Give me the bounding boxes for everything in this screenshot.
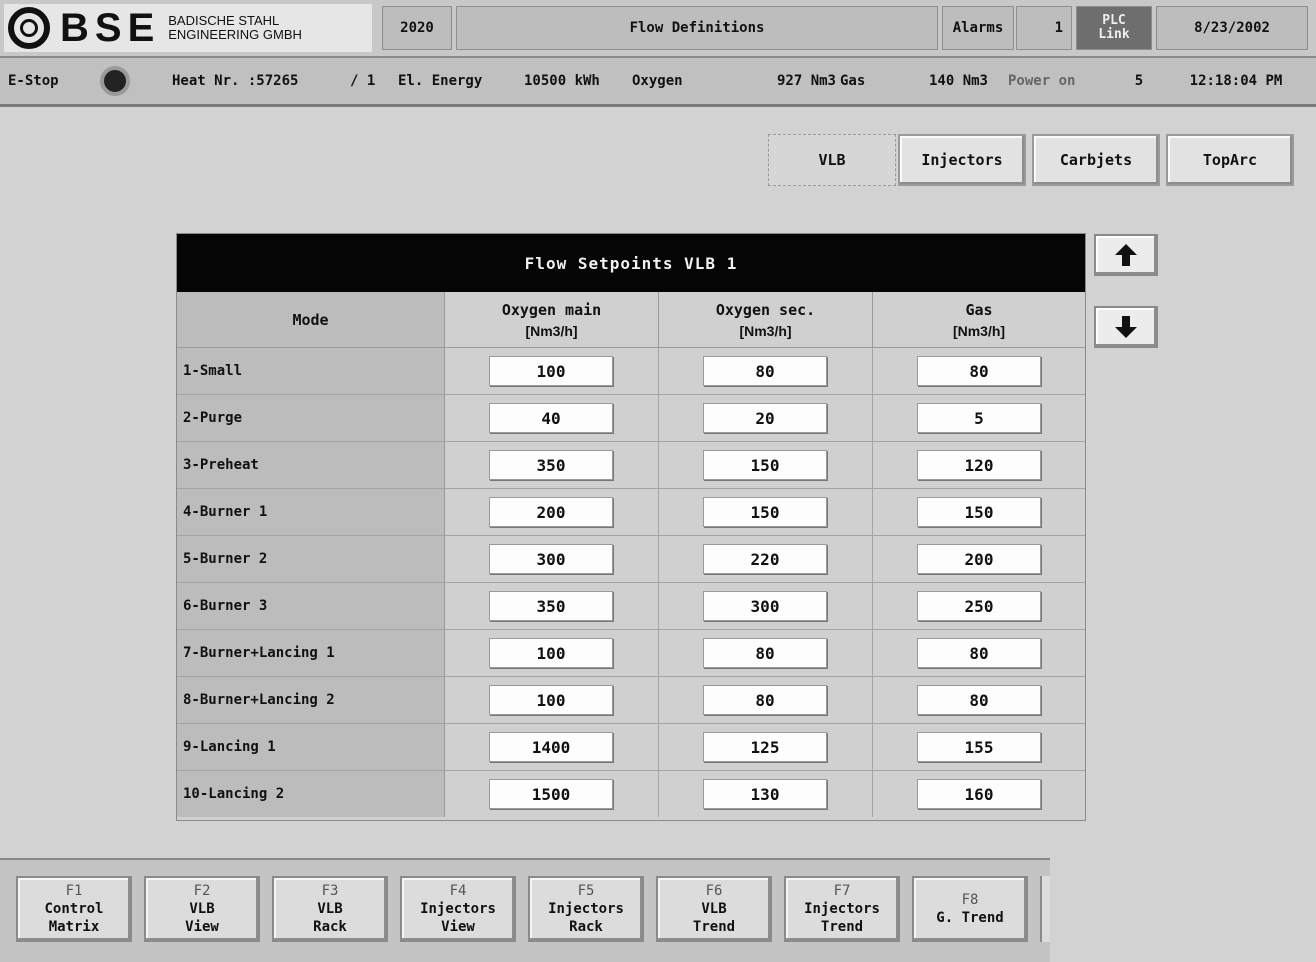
company-line1: BADISCHE STAHL	[168, 13, 280, 28]
fkey-line1: VLB	[317, 901, 343, 917]
oxygen-sec-input[interactable]: 80	[703, 356, 827, 386]
gas-label: Gas	[840, 73, 866, 89]
fkey-line1: Injectors	[548, 901, 624, 917]
table-row	[177, 630, 1085, 677]
mode-cell: 10-Lancing 2	[177, 771, 445, 817]
f9-partial-button[interactable]	[1040, 876, 1050, 942]
table-row	[177, 395, 1085, 442]
oxygen-sec-cell	[659, 442, 873, 488]
table-row	[177, 771, 1085, 818]
oxygen-sec-cell	[659, 677, 873, 723]
fkey-label: F7	[833, 883, 851, 899]
estop-label: E-Stop	[8, 73, 59, 89]
oxygen-main-input[interactable]: 100	[489, 356, 613, 386]
mode-cell: 7-Burner+Lancing 1	[177, 630, 445, 676]
fkey-line2: Rack	[313, 919, 347, 935]
oxygen-main-cell	[445, 677, 659, 723]
fkey-line1: Injectors	[420, 901, 496, 917]
oxygen-sec-input[interactable]: 80	[703, 638, 827, 668]
fkey-line2: Matrix	[48, 919, 100, 935]
oxygen-main-input[interactable]: 100	[489, 638, 613, 668]
mode-cell: 1-Small	[177, 348, 445, 394]
gas-input[interactable]: 160	[917, 779, 1041, 809]
gas-input[interactable]: 250	[917, 591, 1041, 621]
oxygen-main-input[interactable]: 350	[489, 450, 613, 480]
fkey-line1: G. Trend	[936, 910, 1004, 926]
table-row	[177, 348, 1085, 395]
function-key-bar	[0, 858, 1050, 962]
gas-cell	[873, 771, 1087, 817]
fkey-line2: Rack	[569, 919, 603, 935]
oxygen-sec-cell	[659, 536, 873, 582]
logo-ring-icon	[8, 7, 50, 49]
oxygen-sec-cell	[659, 583, 873, 629]
oxygen-sec-input[interactable]: 125	[703, 732, 827, 762]
oxygen-main-cell	[445, 348, 659, 394]
power-on-value: 5	[1134, 73, 1144, 89]
oxygen-main-cell	[445, 395, 659, 441]
oxygen-main-cell	[445, 536, 659, 582]
gas-cell	[873, 536, 1087, 582]
fkey-line1: Injectors	[804, 901, 880, 917]
oxygen-main-input[interactable]: 200	[489, 497, 613, 527]
el-energy-value: 10500 kWh	[524, 73, 600, 89]
gas-cell	[873, 348, 1087, 394]
f3-vlb-rack-button[interactable]	[272, 876, 388, 942]
fkey-label: F4	[449, 883, 467, 899]
fkey-line2: Trend	[692, 919, 736, 935]
oxygen-sec-input[interactable]: 150	[703, 450, 827, 480]
oxygen-main-input[interactable]: 1500	[489, 779, 613, 809]
oxygen-main-input[interactable]: 300	[489, 544, 613, 574]
f7-injectors-trend-button[interactable]	[784, 876, 900, 942]
oxygen-main-cell	[445, 489, 659, 535]
heat-separator: / 1	[350, 73, 376, 89]
plc-link-status	[1076, 6, 1152, 50]
oxygen-sec-input[interactable]: 220	[703, 544, 827, 574]
f1-control-matrix-button[interactable]	[16, 876, 132, 942]
mode-cell: 8-Burner+Lancing 2	[177, 677, 445, 723]
gas-input[interactable]: 80	[917, 638, 1041, 668]
status-bar	[0, 58, 1316, 107]
tab-carbjets[interactable]: Carbjets	[1032, 134, 1160, 186]
time-display: 12:18:04 PM	[1189, 73, 1283, 89]
gas-input[interactable]: 120	[917, 450, 1041, 480]
oxygen-sec-input[interactable]: 130	[703, 779, 827, 809]
gas-input[interactable]: 80	[917, 356, 1041, 386]
logo-letters: BSE	[60, 5, 161, 50]
alarms-label[interactable]: Alarms	[942, 6, 1014, 50]
header-oxygen-sec-label: Oxygen sec.	[715, 300, 816, 319]
oxygen-sec-input[interactable]: 150	[703, 497, 827, 527]
fkey-line1: VLB	[189, 901, 215, 917]
fkey-line2: Trend	[820, 919, 864, 935]
fkey-label: F3	[321, 883, 339, 899]
gas-input[interactable]: 155	[917, 732, 1041, 762]
header-mode-label: Mode	[292, 310, 329, 329]
oxygen-sec-cell	[659, 724, 873, 770]
bse-logo	[4, 4, 372, 52]
oxygen-label: Oxygen	[632, 73, 683, 89]
flow-setpoints-panel	[176, 233, 1086, 821]
panel-title: Flow Setpoints VLB 1	[177, 234, 1085, 292]
gas-cell	[873, 583, 1087, 629]
oxygen-main-input[interactable]: 350	[489, 591, 613, 621]
scroll-down-button[interactable]	[1094, 306, 1158, 348]
screen-code: 2020	[382, 6, 452, 50]
fkey-label: F6	[705, 883, 723, 899]
fkey-line1: Control	[44, 901, 104, 917]
plc-line1: PLC	[1102, 13, 1126, 28]
company-line2: ENGINEERING GMBH	[168, 27, 302, 42]
fkey-line2: View	[441, 919, 475, 935]
oxygen-main-input[interactable]: 1400	[489, 732, 613, 762]
gas-cell	[873, 630, 1087, 676]
oxygen-main-input[interactable]: 100	[489, 685, 613, 715]
el-energy-label: El. Energy	[398, 73, 483, 89]
gas-cell	[873, 677, 1087, 723]
estop-indicator-icon	[100, 66, 130, 96]
mode-cell: 9-Lancing 1	[177, 724, 445, 770]
header-mode	[177, 292, 445, 348]
gas-input[interactable]: 80	[917, 685, 1041, 715]
oxygen-main-cell	[445, 724, 659, 770]
oxygen-main-cell	[445, 771, 659, 817]
table-row	[177, 489, 1085, 536]
oxygen-sec-cell	[659, 630, 873, 676]
power-on-label: Power on	[1008, 73, 1076, 89]
header-oxygen-sec-unit: [Nm3/h]	[739, 322, 792, 339]
fkey-line2: View	[185, 919, 219, 935]
table-row	[177, 724, 1085, 771]
f8-g-trend-button[interactable]	[912, 876, 1028, 942]
oxygen-sec-cell	[659, 348, 873, 394]
table-row	[177, 442, 1085, 489]
oxygen-sec-input[interactable]: 300	[703, 591, 827, 621]
fkey-line1: VLB	[701, 901, 727, 917]
mode-cell: 6-Burner 3	[177, 583, 445, 629]
oxygen-sec-input[interactable]: 80	[703, 685, 827, 715]
table-row	[177, 583, 1085, 630]
oxygen-main-input[interactable]: 40	[489, 403, 613, 433]
gas-input[interactable]: 200	[917, 544, 1041, 574]
gas-value: 140 Nm3	[928, 73, 988, 89]
table-row	[177, 536, 1085, 583]
title-bar	[0, 0, 1316, 58]
header-oxygen-sec	[659, 292, 873, 348]
oxygen-main-cell	[445, 442, 659, 488]
f5-injectors-rack-button[interactable]	[528, 876, 644, 942]
gas-cell	[873, 724, 1087, 770]
gas-cell	[873, 489, 1087, 535]
alarms-count: 1	[1016, 6, 1072, 50]
gas-input[interactable]: 150	[917, 497, 1041, 527]
company-name	[168, 14, 302, 42]
mode-cell: 4-Burner 1	[177, 489, 445, 535]
arrow-down-icon	[1113, 314, 1139, 340]
f4-injectors-view-button[interactable]	[400, 876, 516, 942]
header-gas-label: Gas	[965, 300, 993, 319]
oxygen-sec-input[interactable]: 20	[703, 403, 827, 433]
f2-vlb-view-button[interactable]	[144, 876, 260, 942]
header-gas	[873, 292, 1085, 348]
tab-toparc[interactable]: TopArc	[1166, 134, 1294, 186]
date-display: 8/23/2002	[1156, 6, 1308, 50]
oxygen-main-cell	[445, 583, 659, 629]
table-row	[177, 677, 1085, 724]
gas-input[interactable]: 5	[917, 403, 1041, 433]
plc-line2: Link	[1098, 27, 1130, 42]
scroll-up-button[interactable]	[1094, 234, 1158, 276]
gas-cell	[873, 442, 1087, 488]
tab-vlb[interactable]: VLB	[768, 134, 896, 186]
header-oxygen-main	[445, 292, 659, 348]
heat-number: Heat Nr. :57265	[172, 73, 299, 89]
f6-vlb-trend-button[interactable]	[656, 876, 772, 942]
arrow-up-icon	[1113, 242, 1139, 268]
mode-cell: 2-Purge	[177, 395, 445, 441]
fkey-label: F1	[65, 883, 83, 899]
fkey-label: F5	[577, 883, 595, 899]
oxygen-sec-cell	[659, 489, 873, 535]
oxygen-sec-cell	[659, 771, 873, 817]
fkey-label: F8	[961, 892, 979, 908]
header-oxygen-main-label: Oxygen main	[501, 300, 602, 319]
oxygen-value: 927 Nm3	[776, 73, 836, 89]
mode-cell: 5-Burner 2	[177, 536, 445, 582]
mode-cell: 3-Preheat	[177, 442, 445, 488]
fkey-label: F2	[193, 883, 211, 899]
header-gas-unit: [Nm3/h]	[952, 322, 1006, 339]
oxygen-main-cell	[445, 630, 659, 676]
page-title: Flow Definitions	[456, 6, 938, 50]
gas-cell	[873, 395, 1087, 441]
header-oxygen-main-unit: [Nm3/h]	[525, 322, 578, 339]
oxygen-sec-cell	[659, 395, 873, 441]
tab-injectors[interactable]: Injectors	[898, 134, 1026, 186]
